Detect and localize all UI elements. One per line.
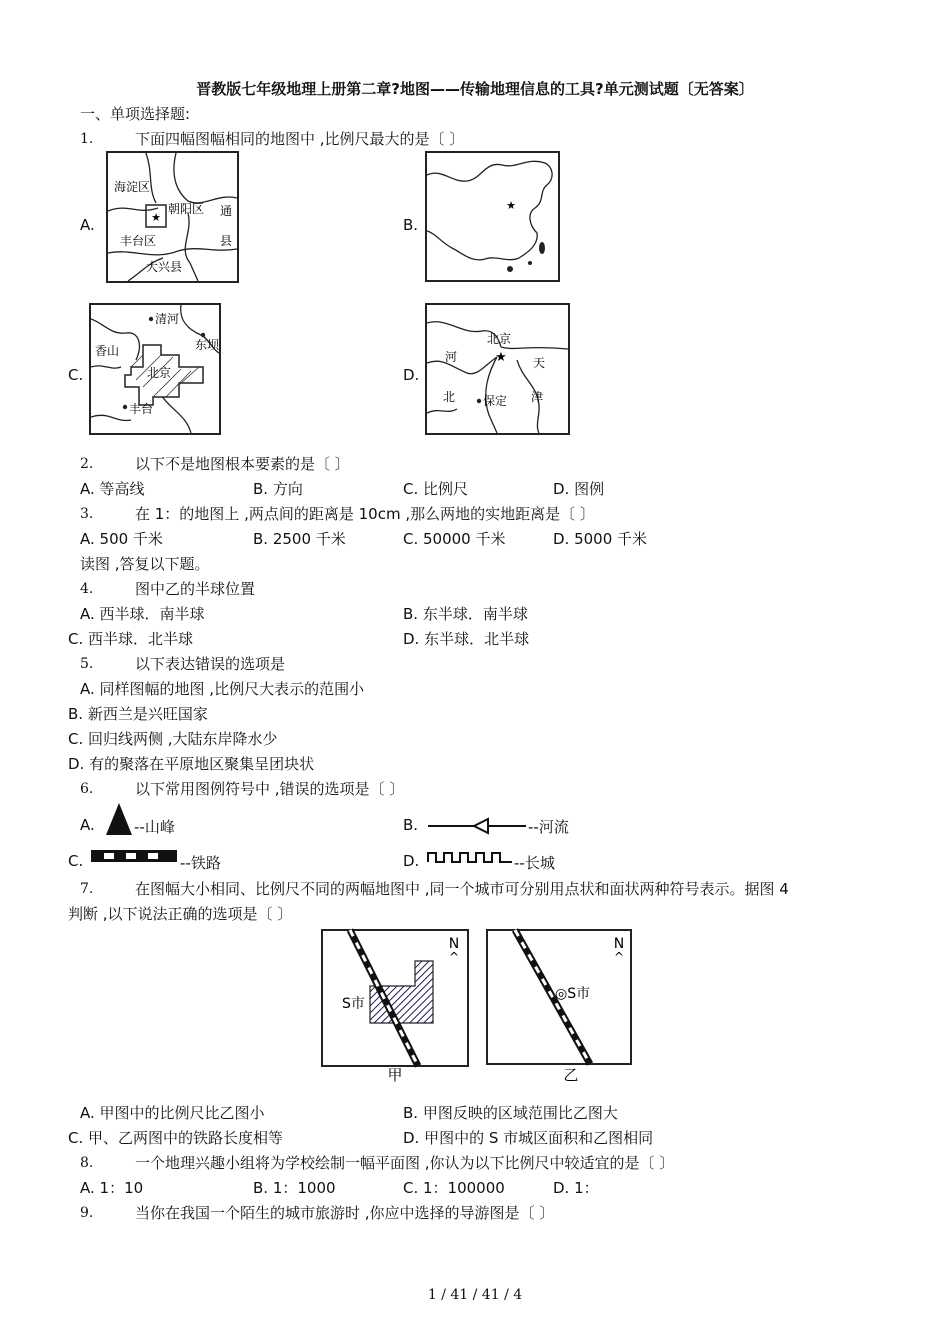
q9-number: 9. bbox=[80, 1205, 94, 1221]
q7-stem: 在图幅大小相同、比例尺不同的两幅地图中 ,同一个城市可分别用点状和面状两种符号表示。据图 4 bbox=[135, 880, 789, 898]
q8-option-c: C. 1：100000 bbox=[403, 1179, 505, 1197]
map-d-label-jin: 津 bbox=[531, 390, 544, 404]
q2-option-d: D. 图例 bbox=[553, 480, 605, 498]
map-c-label-qinghe: 清河 bbox=[155, 312, 180, 326]
q6-option-c-label: C. bbox=[68, 852, 84, 870]
q8-option-b: B. 1：1000 bbox=[253, 1179, 336, 1197]
q4-option-d: D. 东半球．北半球 bbox=[403, 630, 530, 648]
caption-yi: 乙 bbox=[563, 1066, 579, 1083]
q1-option-a-label: A. bbox=[80, 216, 95, 234]
q2-option-b: B. 方向 bbox=[253, 480, 303, 498]
q2-stem: 以下不是地图根本要素的是〔 〕 bbox=[135, 455, 350, 473]
q6-stem: 以下常用图例符号中 ,错误的选项是〔 〕 bbox=[135, 780, 405, 798]
map-d-label-bei: 北 bbox=[443, 390, 456, 404]
q7-map-jia bbox=[320, 928, 470, 1083]
q1-option-b-label: B. bbox=[403, 216, 419, 234]
q6-option-c-text: --铁路 bbox=[180, 854, 221, 872]
q3-option-c: C. 50000 千米 bbox=[403, 530, 506, 548]
map-c-label-beijing: 北京 bbox=[147, 366, 172, 380]
q5-option-c: C. 回归线两侧 ,大陆东岸降水少 bbox=[68, 730, 278, 748]
mountain-peak-symbol bbox=[104, 801, 134, 837]
q1-map-d bbox=[425, 303, 570, 435]
q2-option-c: C. 比例尺 bbox=[403, 480, 469, 498]
q7-option-d: D. 甲图中的 S 市城区面积和乙图相同 bbox=[403, 1129, 654, 1147]
map-d-label-he: 河 bbox=[445, 350, 458, 364]
city-label-yi: ◎S市 bbox=[555, 986, 591, 1002]
q7-stem-line2: 判断 ,以下说法正确的选项是〔 〕 bbox=[68, 905, 293, 923]
page-footer: 1 / 41 / 41 / 4 bbox=[427, 1287, 523, 1303]
caption-jia: 甲 bbox=[387, 1066, 403, 1083]
q7-option-c: C. 甲、乙两图中的铁路长度相等 bbox=[68, 1129, 284, 1147]
q4-option-a: A. 西半球．南半球 bbox=[80, 605, 205, 623]
q5-number: 5. bbox=[80, 656, 94, 672]
map-c-label-dongba: 东坝 bbox=[195, 338, 219, 352]
q4-option-c: C. 西半球．北半球 bbox=[68, 630, 194, 648]
q1-option-c-label: C. bbox=[68, 366, 84, 384]
q1-map-c bbox=[89, 303, 221, 435]
map-d-label-tian: 天 bbox=[533, 356, 546, 370]
q6-option-a-label: A. bbox=[80, 816, 95, 834]
railway-symbol bbox=[90, 849, 178, 863]
q7-number: 7. bbox=[80, 881, 94, 897]
map-a-label-tong: 通 bbox=[220, 204, 233, 218]
q5-option-a: A. 同样图幅的地图 ,比例尺大表示的范围小 bbox=[80, 680, 365, 698]
q6-option-d-label: D. bbox=[403, 852, 420, 870]
q3-stem: 在 1：的地图上 ,两点间的距离是 10cm ,那么两地的实地距离是〔 〕 bbox=[135, 505, 595, 523]
map-a-label-fengtai: 丰台区 bbox=[120, 234, 157, 248]
q5-stem: 以下表达错误的选项是 bbox=[135, 655, 286, 673]
q3-option-d: D. 5000 千米 bbox=[553, 530, 648, 548]
q8-option-a: A. 1：10 bbox=[80, 1179, 144, 1197]
map-a-label-xian: 县 bbox=[220, 234, 233, 248]
q4-option-b: B. 东半球．南半球 bbox=[403, 605, 528, 623]
q1-stem: 下面四幅图幅相同的地图中 ,比例尺最大的是〔 〕 bbox=[135, 130, 465, 148]
svg-text:^: ^ bbox=[448, 950, 460, 964]
map-a-label-chaoyang: 朝阳区 bbox=[168, 202, 205, 216]
q4-stem: 图中乙的半球位置 bbox=[135, 580, 256, 598]
city-label-jia: S市 bbox=[342, 996, 365, 1012]
map-c-label-xiangshan: 香山 bbox=[95, 344, 120, 358]
q8-number: 8. bbox=[80, 1155, 94, 1171]
q1-number: 1. bbox=[80, 131, 94, 147]
q1-option-d-label: D. bbox=[403, 366, 420, 384]
q7-option-b: B. 甲图反映的区域范围比乙图大 bbox=[403, 1104, 618, 1122]
q6-number: 6. bbox=[80, 781, 94, 797]
q6-option-b-label: B. bbox=[403, 816, 419, 834]
q5-option-b: B. 新西兰是兴旺国家 bbox=[68, 705, 208, 723]
q7-option-a: A. 甲图中的比例尺比乙图小 bbox=[80, 1104, 265, 1122]
map-a-label-haidian: 海淀区 bbox=[114, 180, 151, 194]
q3-number: 3. bbox=[80, 506, 94, 522]
q2-number: 2. bbox=[80, 456, 94, 472]
q3-option-b: B. 2500 千米 bbox=[253, 530, 346, 548]
q8-stem: 一个地理兴趣小组将为学校绘制一幅平面图 ,你认为以下比例尺中较适宜的是〔 〕 bbox=[135, 1154, 675, 1172]
map-c-label-fengtai: 丰台 bbox=[129, 402, 154, 416]
document-title: 晋教版七年级地理上册第二章?地图——传输地理信息的工具?单元测试题〔无答案〕 bbox=[196, 80, 754, 98]
q9-stem: 当你在我国一个陌生的城市旅游时 ,你应中选择的导游图是〔 〕 bbox=[135, 1204, 555, 1222]
q6-option-a-text: --山峰 bbox=[134, 818, 175, 836]
svg-text:★: ★ bbox=[151, 211, 161, 224]
read-note: 读图 ,答复以下题。 bbox=[80, 555, 210, 573]
svg-text:★: ★ bbox=[495, 350, 507, 365]
q1-map-b-china bbox=[425, 151, 560, 282]
svg-text:★: ★ bbox=[506, 199, 516, 212]
map-a-label-daxing: 大兴县 bbox=[146, 260, 183, 274]
q2-option-a: A. 等高线 bbox=[80, 480, 145, 498]
q6-option-d-text: --长城 bbox=[514, 854, 555, 872]
q1-map-a bbox=[106, 151, 239, 283]
q3-option-a: A. 500 千米 bbox=[80, 530, 163, 548]
great-wall-symbol bbox=[426, 850, 514, 864]
q8-option-d: D. 1： bbox=[553, 1179, 599, 1197]
section-heading: 一、单项选择题: bbox=[80, 105, 191, 123]
q7-map-yi bbox=[485, 928, 635, 1083]
map-d-label-baoding: 保定 bbox=[483, 394, 508, 408]
q5-option-d: D. 有的聚落在平原地区聚集呈团块状 bbox=[68, 755, 315, 773]
svg-text:^: ^ bbox=[613, 950, 625, 964]
river-arrow-symbol bbox=[426, 816, 528, 836]
map-d-label-beijing: 北京 bbox=[487, 332, 512, 346]
q6-option-b-text: --河流 bbox=[528, 818, 569, 836]
north-label-yi: N bbox=[613, 936, 625, 952]
q4-number: 4. bbox=[80, 581, 94, 597]
north-label-jia: N bbox=[448, 936, 460, 952]
